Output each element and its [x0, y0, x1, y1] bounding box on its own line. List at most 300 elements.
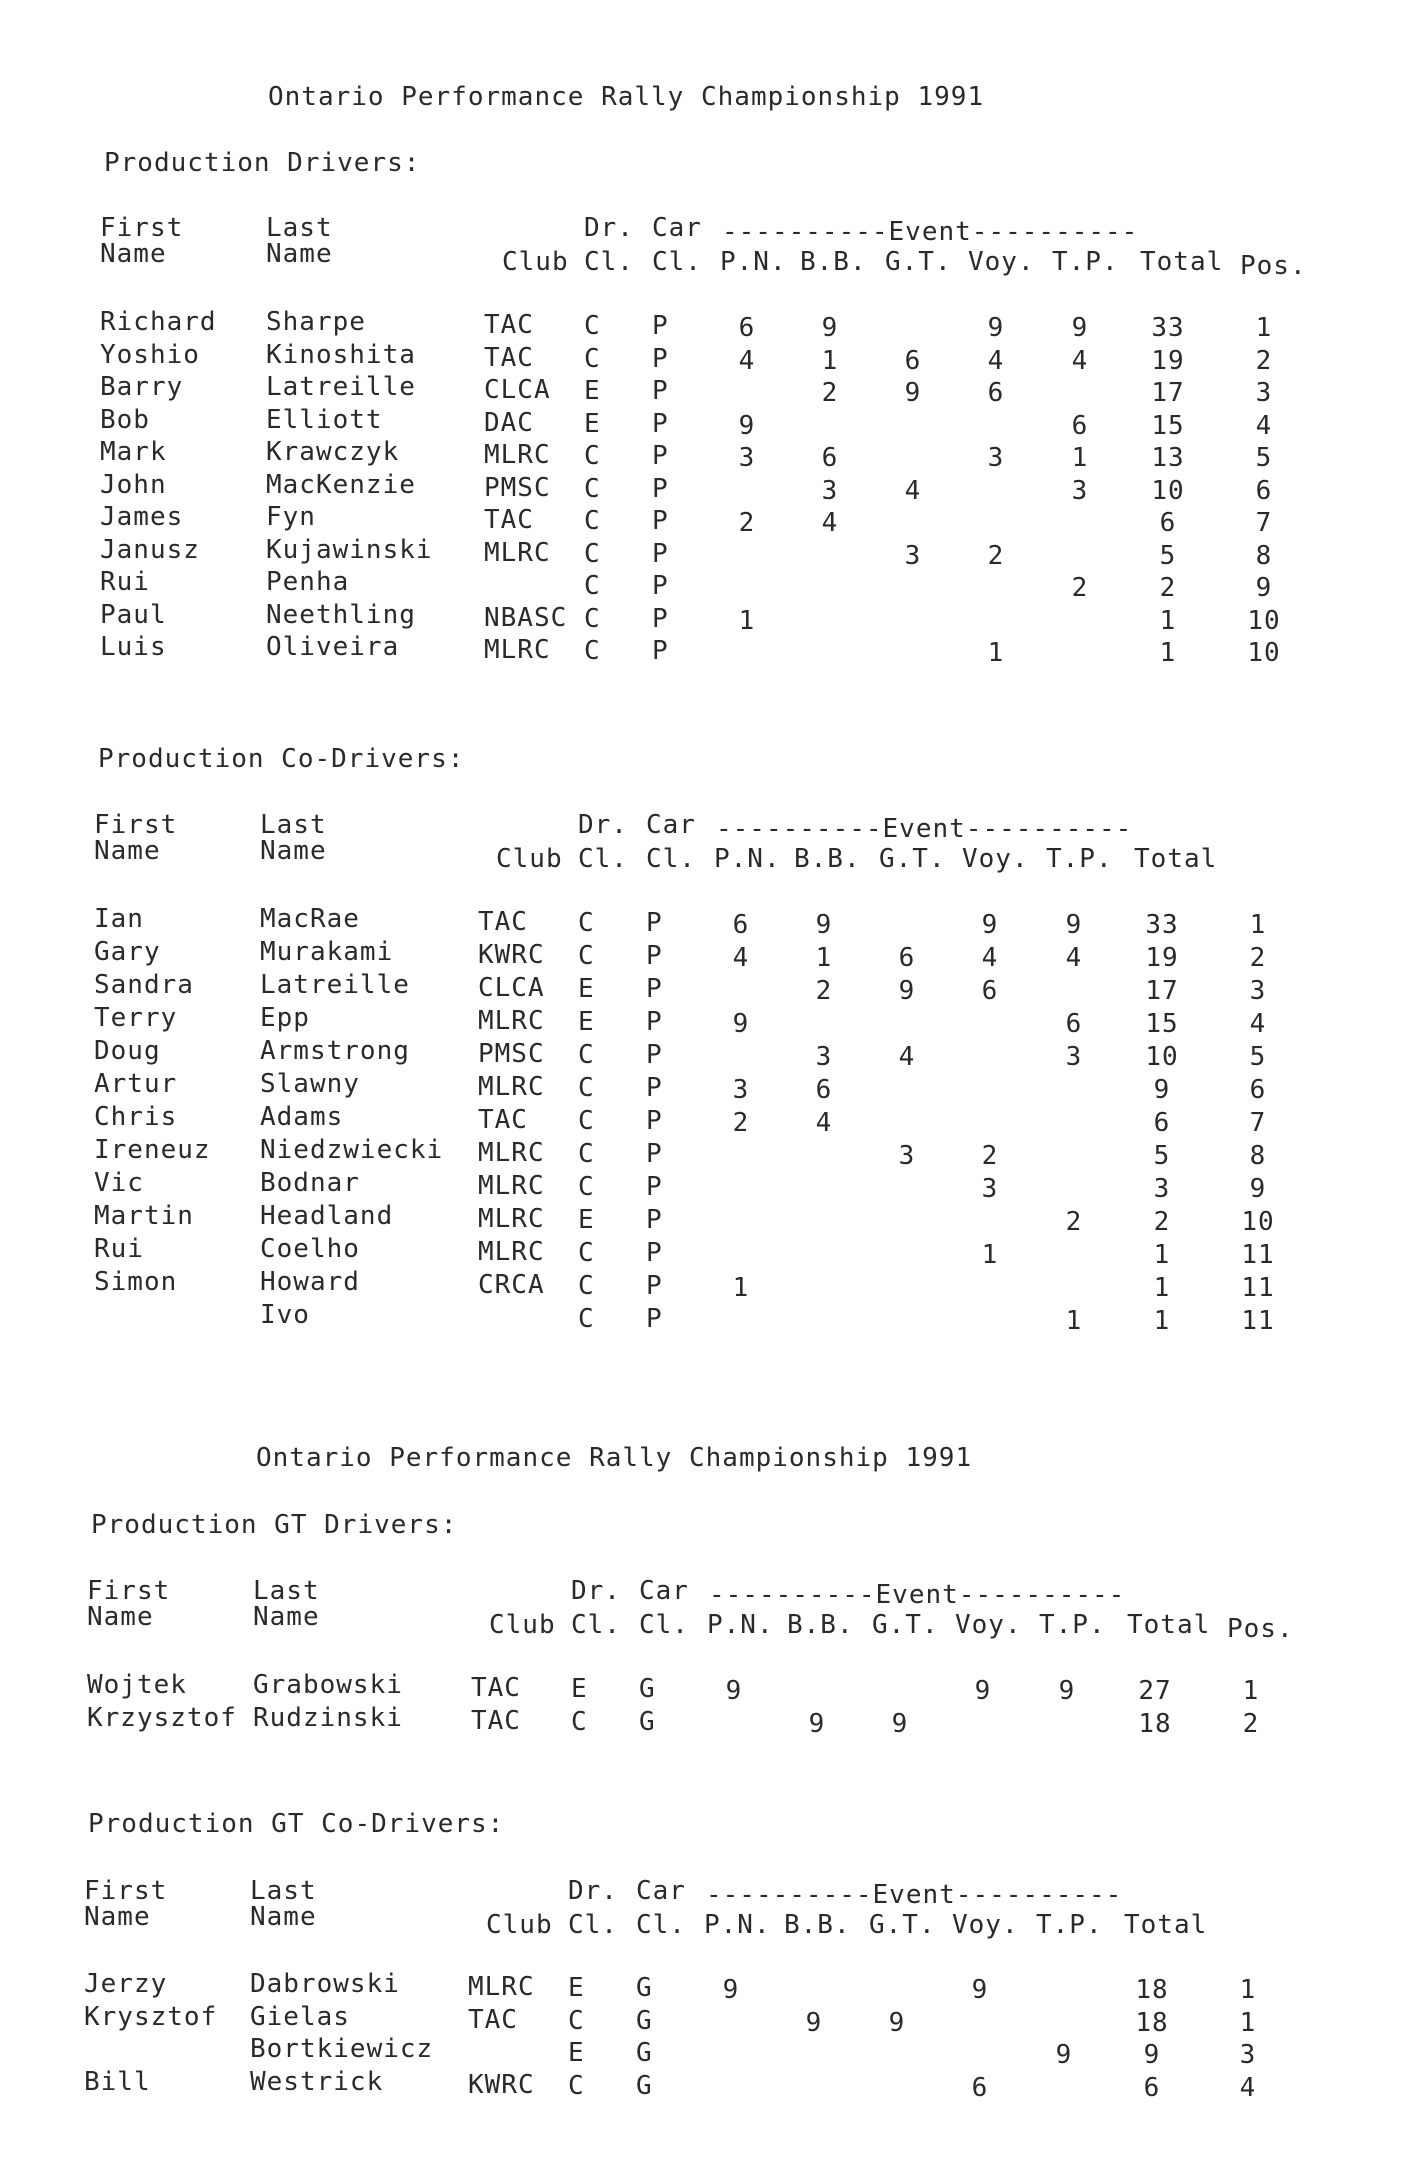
column-header-car-class: Car [636, 1876, 686, 1906]
row-tp: 2 [1065, 1207, 1083, 1237]
row-total: 18 [1135, 1975, 1169, 2005]
row-tp: 9 [1071, 313, 1089, 343]
row-last-name: Epp [260, 1003, 310, 1033]
row-car-class: P [652, 376, 669, 406]
row-last-name: Gielas [250, 2002, 350, 2032]
row-total: 13 [1151, 443, 1185, 473]
row-first-name: Yoshio [100, 340, 200, 370]
column-header-club: Club [486, 1910, 553, 1940]
row-gt: 4 [898, 1042, 916, 1072]
row-gt: 3 [898, 1141, 916, 1171]
row-gt: 9 [888, 2008, 906, 2038]
column-header-last-name: Name [260, 836, 327, 866]
row-driver-class: C [578, 1238, 595, 1268]
row-car-class: P [652, 506, 669, 536]
row-pos: 11 [1241, 1240, 1275, 1270]
column-header-first: First [84, 1876, 168, 1906]
row-driver-class: C [578, 1271, 595, 1301]
row-total: 1 [1159, 638, 1177, 668]
row-tp: 9 [1058, 1676, 1076, 1706]
row-pn: 3 [738, 443, 756, 473]
column-header-car-class-2: Cl. [652, 247, 702, 277]
row-total: 5 [1153, 1141, 1171, 1171]
row-driver-class: C [578, 1106, 595, 1136]
row-last-name: Krawczyk [266, 437, 400, 467]
column-header-first-name: Name [84, 1902, 151, 1932]
row-driver-class: C [578, 908, 595, 938]
row-bb: 9 [821, 313, 839, 343]
row-last-name: Oliveira [266, 632, 400, 662]
row-tp: 9 [1065, 910, 1083, 940]
row-first-name: Chris [94, 1102, 178, 1132]
row-first-name: Richard [100, 307, 217, 337]
row-car-class: G [636, 2006, 653, 2036]
row-pos: 4 [1239, 2073, 1257, 2103]
row-pn: 9 [722, 1975, 740, 2005]
row-driver-class: E [584, 409, 601, 439]
row-total: 6 [1143, 2073, 1161, 2103]
row-tp: 6 [1065, 1009, 1083, 1039]
row-last-name: Howard [260, 1267, 360, 1297]
row-pos: 2 [1255, 346, 1273, 376]
document-title-top: Ontario Performance Rally Championship 1991 [268, 82, 985, 112]
row-car-class: P [646, 1238, 663, 1268]
row-tp: 6 [1071, 411, 1089, 441]
row-last-name: Bortkiewicz [250, 2034, 434, 2064]
row-pn: 6 [732, 910, 750, 940]
row-total: 1 [1153, 1273, 1171, 1303]
column-header-tp: T.P. [1036, 1910, 1103, 1940]
row-last-name: Neethling [266, 600, 416, 630]
row-first-name: Bob [100, 405, 150, 435]
row-total: 9 [1143, 2040, 1161, 2070]
row-pos: 2 [1242, 1709, 1260, 1739]
row-total: 17 [1145, 976, 1179, 1006]
row-pn: 2 [732, 1108, 750, 1138]
row-voy: 9 [971, 1975, 989, 2005]
row-total: 3 [1153, 1174, 1171, 1204]
row-club: NBASC [484, 603, 568, 633]
row-total: 5 [1159, 541, 1177, 571]
column-header-total: Total [1124, 1910, 1208, 1940]
row-last-name: Elliott [266, 405, 383, 435]
column-header-last-name: Name [253, 1602, 320, 1632]
row-driver-class: C [571, 1707, 588, 1737]
row-club: PMSC [484, 473, 551, 503]
row-first-name: Wojtek [87, 1670, 187, 1700]
row-voy: 4 [987, 346, 1005, 376]
section-heading: Production Co-Drivers: [98, 744, 465, 774]
row-last-name: Dabrowski [250, 1969, 400, 1999]
row-car-class: G [636, 2071, 653, 2101]
row-first-name: Krzysztof [87, 1703, 237, 1733]
row-last-name: Latreille [260, 970, 410, 1000]
row-pos: 4 [1255, 411, 1273, 441]
column-header-voy: Voy. [968, 247, 1035, 277]
row-bb: 1 [821, 346, 839, 376]
row-pos: 1 [1255, 313, 1273, 343]
row-driver-class: E [578, 1007, 595, 1037]
row-car-class: P [646, 1271, 663, 1301]
row-club: MLRC [484, 538, 551, 568]
row-first-name: Ian [94, 904, 144, 934]
row-total: 9 [1153, 1075, 1171, 1105]
row-bb: 1 [815, 943, 833, 973]
row-driver-class: E [578, 974, 595, 1004]
row-club: MLRC [478, 1072, 545, 1102]
row-car-class: P [646, 908, 663, 938]
row-gt: 4 [904, 476, 922, 506]
row-total: 10 [1145, 1042, 1179, 1072]
column-header-car-class: Car [652, 213, 702, 243]
row-total: 19 [1145, 943, 1179, 973]
row-total: 6 [1159, 508, 1177, 538]
row-driver-class: C [584, 506, 601, 536]
row-bb: 9 [808, 1709, 826, 1739]
row-car-class: P [646, 1106, 663, 1136]
column-header-voy: Voy. [955, 1610, 1022, 1640]
row-total: 27 [1138, 1676, 1172, 1706]
row-club: TAC [484, 310, 534, 340]
row-first-name: Martin [94, 1201, 194, 1231]
column-header-gt: G.T. [879, 844, 946, 874]
row-total: 17 [1151, 378, 1185, 408]
row-last-name: Adams [260, 1102, 344, 1132]
row-last-name: Armstrong [260, 1036, 410, 1066]
row-tp: 1 [1071, 443, 1089, 473]
row-driver-class: C [584, 344, 601, 374]
row-last-name: Latreille [266, 372, 416, 402]
row-total: 18 [1135, 2008, 1169, 2038]
row-driver-class: C [568, 2006, 585, 2036]
row-last-name: MacKenzie [266, 470, 416, 500]
column-header-last: Last [266, 213, 333, 243]
column-header-gt: G.T. [869, 1910, 936, 1940]
column-header-tp: T.P. [1046, 844, 1113, 874]
row-voy: 6 [971, 2073, 989, 2103]
row-car-class: P [652, 474, 669, 504]
column-header-pn: P.N. [720, 247, 787, 277]
row-club: TAC [478, 1105, 528, 1135]
row-tp: 3 [1071, 476, 1089, 506]
column-header-car-class: Car [646, 810, 696, 840]
column-header-club: Club [502, 247, 569, 277]
row-total: 1 [1159, 606, 1177, 636]
row-last-name: Penha [266, 567, 350, 597]
row-driver-class: C [584, 311, 601, 341]
row-pos: 1 [1249, 910, 1267, 940]
column-header-tp: T.P. [1052, 247, 1119, 277]
row-pos: 8 [1255, 541, 1273, 571]
column-header-first-name: Name [87, 1602, 154, 1632]
row-club: KWRC [468, 2070, 535, 2100]
row-car-class: P [646, 1007, 663, 1037]
column-header-bb: B.B. [787, 1610, 854, 1640]
column-header-event-banner: ----------Event---------- [716, 814, 1133, 844]
row-last-name: Rudzinski [253, 1703, 403, 1733]
column-header-driver-class: Dr. [578, 810, 628, 840]
column-header-first-name: Name [94, 836, 161, 866]
row-pos: 7 [1249, 1108, 1267, 1138]
row-pos: 2 [1249, 943, 1267, 973]
row-club: TAC [471, 1673, 521, 1703]
row-club: DAC [484, 408, 534, 438]
row-bb: 2 [821, 378, 839, 408]
row-gt: 9 [891, 1709, 909, 1739]
column-header-driver-class-2: Cl. [584, 247, 634, 277]
row-pn: 4 [732, 943, 750, 973]
column-header-total: Total [1140, 247, 1224, 277]
row-car-class: P [646, 974, 663, 1004]
row-driver-class: C [578, 1139, 595, 1169]
row-driver-class: E [568, 2038, 585, 2068]
row-car-class: G [636, 2038, 653, 2068]
row-first-name: Jerzy [84, 1969, 168, 1999]
row-pos: 6 [1249, 1075, 1267, 1105]
column-header-driver-class-2: Cl. [571, 1610, 621, 1640]
row-last-name: Headland [260, 1201, 394, 1231]
column-header-driver-class: Dr. [568, 1876, 618, 1906]
row-tp: 4 [1071, 346, 1089, 376]
row-club: CLCA [484, 375, 551, 405]
row-club: MLRC [484, 440, 551, 470]
row-pos: 3 [1239, 2040, 1257, 2070]
row-voy: 9 [974, 1676, 992, 1706]
row-bb: 4 [821, 508, 839, 538]
row-gt: 9 [904, 378, 922, 408]
row-tp: 4 [1065, 943, 1083, 973]
row-driver-class: C [578, 1040, 595, 1070]
row-driver-class: C [584, 474, 601, 504]
row-total: 2 [1153, 1207, 1171, 1237]
row-first-name: Janusz [100, 535, 200, 565]
row-car-class: P [646, 1172, 663, 1202]
row-club: MLRC [478, 1237, 545, 1267]
row-total: 1 [1153, 1240, 1171, 1270]
column-header-driver-class-2: Cl. [578, 844, 628, 874]
row-last-name: Fyn [266, 502, 316, 532]
row-driver-class: C [578, 1073, 595, 1103]
column-header-bb: B.B. [794, 844, 861, 874]
column-header-first: First [100, 213, 184, 243]
row-club: CRCA [478, 1270, 545, 1300]
row-last-name: Niedzwiecki [260, 1135, 444, 1165]
column-header-first-name: Name [100, 239, 167, 269]
column-header-pos: Pos. [1240, 251, 1307, 281]
row-car-class: P [652, 636, 669, 666]
row-pos: 5 [1255, 443, 1273, 473]
row-club: CLCA [478, 973, 545, 1003]
row-last-name: Coelho [260, 1234, 360, 1264]
column-header-bb: B.B. [784, 1910, 851, 1940]
row-total: 15 [1145, 1009, 1179, 1039]
row-voy: 6 [987, 378, 1005, 408]
row-club: KWRC [478, 940, 545, 970]
row-driver-class: C [584, 539, 601, 569]
row-pn: 1 [732, 1273, 750, 1303]
row-voy: 3 [987, 443, 1005, 473]
column-header-last-name: Name [266, 239, 333, 269]
column-header-car-class: Car [639, 1576, 689, 1606]
column-header-car-class-2: Cl. [646, 844, 696, 874]
row-pn: 9 [725, 1676, 743, 1706]
column-header-driver-class: Dr. [571, 1576, 621, 1606]
row-voy: 9 [981, 910, 999, 940]
row-first-name: Simon [94, 1267, 178, 1297]
row-tp: 3 [1065, 1042, 1083, 1072]
row-pos: 9 [1255, 573, 1273, 603]
row-bb: 6 [815, 1075, 833, 1105]
column-header-pos: Pos. [1227, 1614, 1294, 1644]
row-club: TAC [478, 907, 528, 937]
row-driver-class: C [578, 1304, 595, 1334]
row-club: MLRC [468, 1972, 535, 2002]
row-first-name: James [100, 502, 184, 532]
row-bb: 6 [821, 443, 839, 473]
row-first-name: Gary [94, 937, 161, 967]
column-header-pn: P.N. [707, 1610, 774, 1640]
row-car-class: P [652, 604, 669, 634]
column-header-pn: P.N. [714, 844, 781, 874]
row-voy: 1 [981, 1240, 999, 1270]
row-total: 18 [1138, 1709, 1172, 1739]
row-pos: 9 [1249, 1174, 1267, 1204]
row-car-class: P [652, 344, 669, 374]
row-pn: 1 [738, 606, 756, 636]
row-pos: 10 [1247, 638, 1281, 668]
row-last-name: MacRae [260, 904, 360, 934]
row-tp: 2 [1071, 573, 1089, 603]
row-pos: 10 [1247, 606, 1281, 636]
row-driver-class: E [568, 1973, 585, 2003]
row-first-name: John [100, 470, 167, 500]
row-pos: 8 [1249, 1141, 1267, 1171]
row-first-name: Bill [84, 2067, 151, 2097]
row-last-name: Kinoshita [266, 340, 416, 370]
column-header-car-class-2: Cl. [636, 1910, 686, 1940]
row-pos: 3 [1249, 976, 1267, 1006]
row-first-name: Krysztof [84, 2002, 218, 2032]
row-driver-class: E [584, 376, 601, 406]
row-pos: 10 [1241, 1207, 1275, 1237]
row-pn: 9 [732, 1009, 750, 1039]
row-total: 15 [1151, 411, 1185, 441]
row-total: 10 [1151, 476, 1185, 506]
row-total: 6 [1153, 1108, 1171, 1138]
row-pos: 6 [1255, 476, 1273, 506]
row-pos: 1 [1242, 1676, 1260, 1706]
row-first-name: Barry [100, 372, 184, 402]
row-gt: 9 [898, 976, 916, 1006]
row-total: 33 [1145, 910, 1179, 940]
row-bb: 3 [821, 476, 839, 506]
row-club: TAC [471, 1706, 521, 1736]
row-driver-class: C [584, 604, 601, 634]
row-club: MLRC [478, 1006, 545, 1036]
row-first-name: Paul [100, 600, 167, 630]
row-bb: 2 [815, 976, 833, 1006]
column-header-last-name: Name [250, 1902, 317, 1932]
row-last-name: Slawny [260, 1069, 360, 1099]
column-header-event-banner: ----------Event---------- [706, 1880, 1123, 1910]
row-club: MLRC [478, 1204, 545, 1234]
row-pn: 6 [738, 313, 756, 343]
row-car-class: P [646, 1205, 663, 1235]
row-voy: 3 [981, 1174, 999, 1204]
row-pos: 7 [1255, 508, 1273, 538]
row-last-name: Westrick [250, 2067, 384, 2097]
column-header-last: Last [253, 1576, 320, 1606]
row-car-class: G [639, 1707, 656, 1737]
column-header-gt: G.T. [885, 247, 952, 277]
row-club: MLRC [478, 1171, 545, 1201]
row-car-class: P [652, 409, 669, 439]
row-voy: 1 [987, 638, 1005, 668]
row-last-name: Bodnar [260, 1168, 360, 1198]
row-voy: 4 [981, 943, 999, 973]
row-pn: 4 [738, 346, 756, 376]
row-gt: 6 [904, 346, 922, 376]
column-header-club: Club [496, 844, 563, 874]
row-car-class: P [646, 1139, 663, 1169]
row-pn: 2 [738, 508, 756, 538]
row-first-name: Doug [94, 1036, 161, 1066]
row-voy: 6 [981, 976, 999, 1006]
column-header-pn: P.N. [704, 1910, 771, 1940]
row-total: 19 [1151, 346, 1185, 376]
document-title-middle: Ontario Performance Rally Championship 1991 [256, 1443, 973, 1473]
column-header-first: First [87, 1576, 171, 1606]
row-driver-class: E [571, 1674, 588, 1704]
row-pos: 11 [1241, 1306, 1275, 1336]
row-club: MLRC [484, 635, 551, 665]
row-bb: 3 [815, 1042, 833, 1072]
row-pn: 3 [732, 1075, 750, 1105]
row-first-name: Mark [100, 437, 167, 467]
row-pos: 1 [1239, 2008, 1257, 2038]
row-total: 2 [1159, 573, 1177, 603]
column-header-event-banner: ----------Event---------- [709, 1580, 1126, 1610]
column-header-event-banner: ----------Event---------- [722, 217, 1139, 247]
row-tp: 1 [1065, 1306, 1083, 1336]
column-header-last: Last [260, 810, 327, 840]
section-heading: Production GT Co-Drivers: [88, 1809, 505, 1839]
row-first-name: Sandra [94, 970, 194, 1000]
column-header-driver-class-2: Cl. [568, 1910, 618, 1940]
column-header-voy: Voy. [952, 1910, 1019, 1940]
row-pos: 3 [1255, 378, 1273, 408]
row-first-name: Artur [94, 1069, 178, 1099]
row-total: 1 [1153, 1306, 1171, 1336]
column-header-gt: G.T. [872, 1610, 939, 1640]
row-tp: 9 [1055, 2040, 1073, 2070]
row-car-class: P [646, 1073, 663, 1103]
row-driver-class: E [578, 1205, 595, 1235]
row-last-name: Ivo [260, 1300, 310, 1330]
row-last-name: Murakami [260, 937, 394, 967]
row-last-name: Kujawinski [266, 535, 433, 565]
column-header-tp: T.P. [1039, 1610, 1106, 1640]
row-last-name: Grabowski [253, 1670, 403, 1700]
row-car-class: G [636, 1973, 653, 2003]
row-total: 33 [1151, 313, 1185, 343]
row-pos: 11 [1241, 1273, 1275, 1303]
row-driver-class: C [578, 1172, 595, 1202]
row-gt: 3 [904, 541, 922, 571]
row-club: TAC [484, 505, 534, 535]
column-header-bb: B.B. [800, 247, 867, 277]
row-pos: 1 [1239, 1975, 1257, 2005]
